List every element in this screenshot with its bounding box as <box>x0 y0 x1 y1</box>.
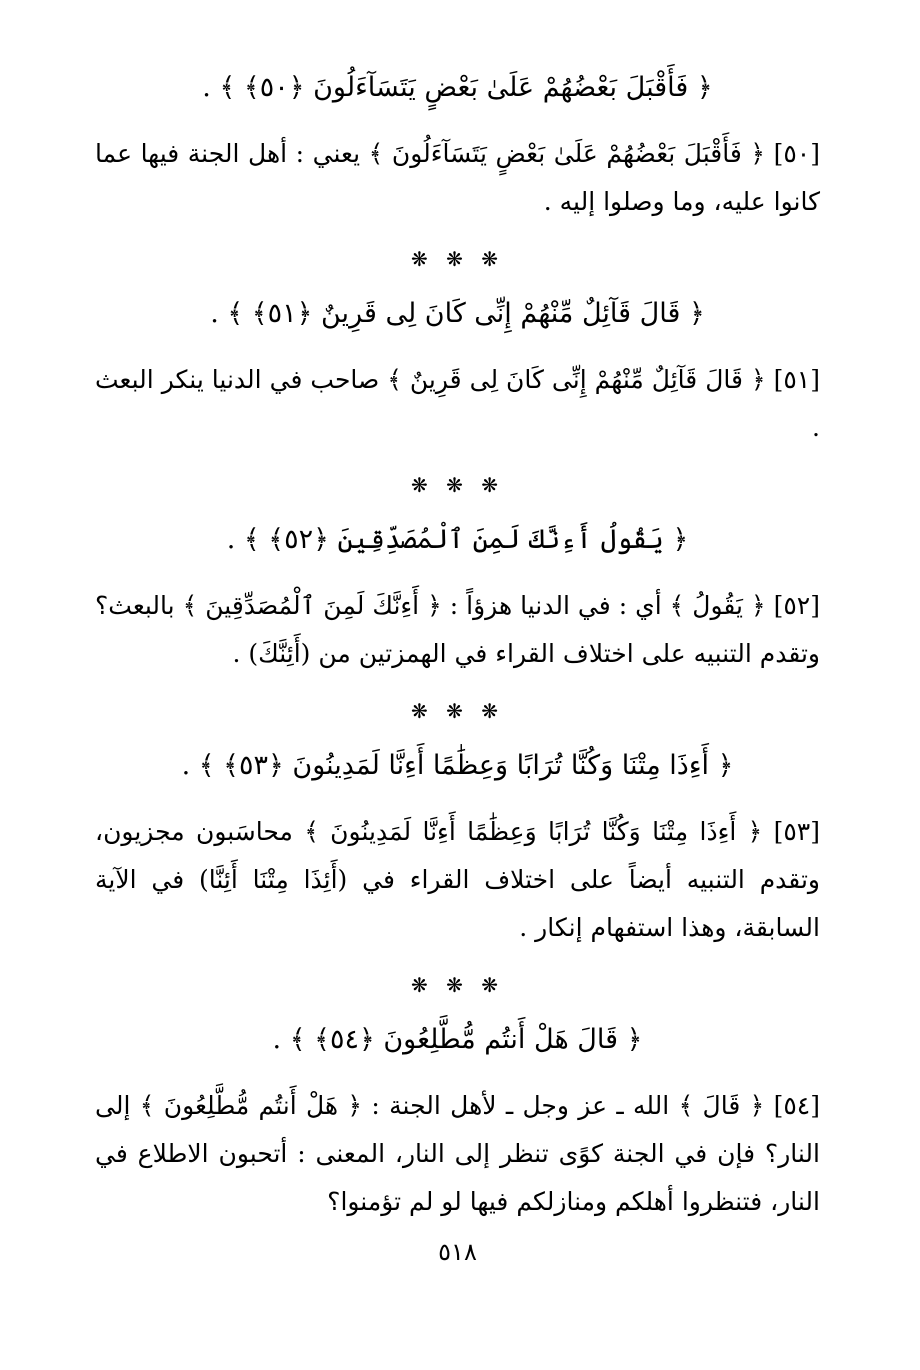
commentary-50-text: ﴿ فَأَقْبَلَ بَعْضُهُمْ عَلَىٰ بَعْضٍ يَتَسَآءَلُونَ ﴾ يعني : أهل الجنة فيها عما كانوا عليه، وما وصلوا إليه . <box>95 139 820 216</box>
commentary-54-text: ﴿ قَالَ ﴾ الله ـ عز وجل ـ لأهل الجنة : ﴿ هَلْ أَنتُم مُّطَّلِعُونَ ﴾ إلى النار؟ فإن في الجنة كوًى تنظر إلى النار، المعنى : أتحبون الاطلاع في النار، فتنظروا أهلكم ومنازلكم فيها لو لم تؤمنوا؟ <box>95 1091 820 1216</box>
page-body <box>95 68 820 1328</box>
verse-number-50: [٥٠] <box>773 139 820 168</box>
separator-stars: ❋ ❋ ❋ <box>411 473 504 497</box>
verse-54: ﴿ قَالَ هَلْ أَنتُم مُّطَّلِعُونَ ﴿٥٤﴾ ﴾ . <box>272 1024 643 1055</box>
verse-51: ﴿ قَالَ قَآئِلٌ مِّنْهُمْ إِنِّى كَانَ لِى قَرِينٌ ﴿٥١﴾ ﴾ . <box>210 298 705 329</box>
verse-52: ﴿ يَقُولُ أَءِنَّكَ لَمِنَ ٱلْمُصَدِّقِينَ ﴿٥٢﴾ ﴾ . <box>226 524 689 555</box>
verse-number-52: [٥٢] <box>773 591 820 620</box>
verse-number-51: [٥١] <box>773 365 820 394</box>
commentary-52 <box>95 582 820 678</box>
verse-50: ﴿ فَأَقْبَلَ بَعْضُهُمْ عَلَىٰ بَعْضٍ يَتَسَآءَلُونَ ﴿٥٠﴾ ﴾ . <box>202 72 713 103</box>
commentary-53 <box>95 808 820 952</box>
verse-number-53: [٥٣] <box>773 817 820 846</box>
commentary-54 <box>95 1082 820 1226</box>
page-number: ٥١٨ <box>438 1238 477 1266</box>
separator-stars: ❋ ❋ ❋ <box>411 699 504 723</box>
commentary-50 <box>95 130 820 226</box>
separator-stars: ❋ ❋ ❋ <box>411 973 504 997</box>
commentary-51 <box>95 356 820 452</box>
commentary-53-text: ﴿ أَءِذَا مِتْنَا وَكُنَّا تُرَابًا وَعِظَٰمًا أَءِنَّا لَمَدِينُونَ ﴾ محاسَبون مجزيون، وتقدم التنبيه أيضاً على اختلاف القراء في (أَئِذَا مِتْنَا أَئِنَّا) في الآية السابقة، وهذا استفهام إنكار . <box>95 817 820 942</box>
verse-53: ﴿ أَءِذَا مِتْنَا وَكُنَّا تُرَابًا وَعِظَٰمًا أَءِنَّا لَمَدِينُونَ ﴿٥٣﴾ ﴾ . <box>181 750 734 781</box>
separator-stars: ❋ ❋ ❋ <box>411 247 504 271</box>
commentary-51-text: ﴿ قَالَ قَآئِلٌ مِّنْهُمْ إِنِّى كَانَ لِى قَرِينٌ ﴾ صاحب في الدنيا ينكر البعث . <box>95 365 820 442</box>
commentary-52-text: ﴿ يَقُولُ ﴾ أي : في الدنيا هزؤاً : ﴿ أَءِنَّكَ لَمِنَ ٱلْمُصَدِّقِينَ ﴾ بالبعث؟ وتقدم التنبيه على اختلاف القراء في الهمزتين من (أَئِنَّكَ) . <box>95 591 820 668</box>
verse-number-54: [٥٤] <box>773 1091 820 1120</box>
